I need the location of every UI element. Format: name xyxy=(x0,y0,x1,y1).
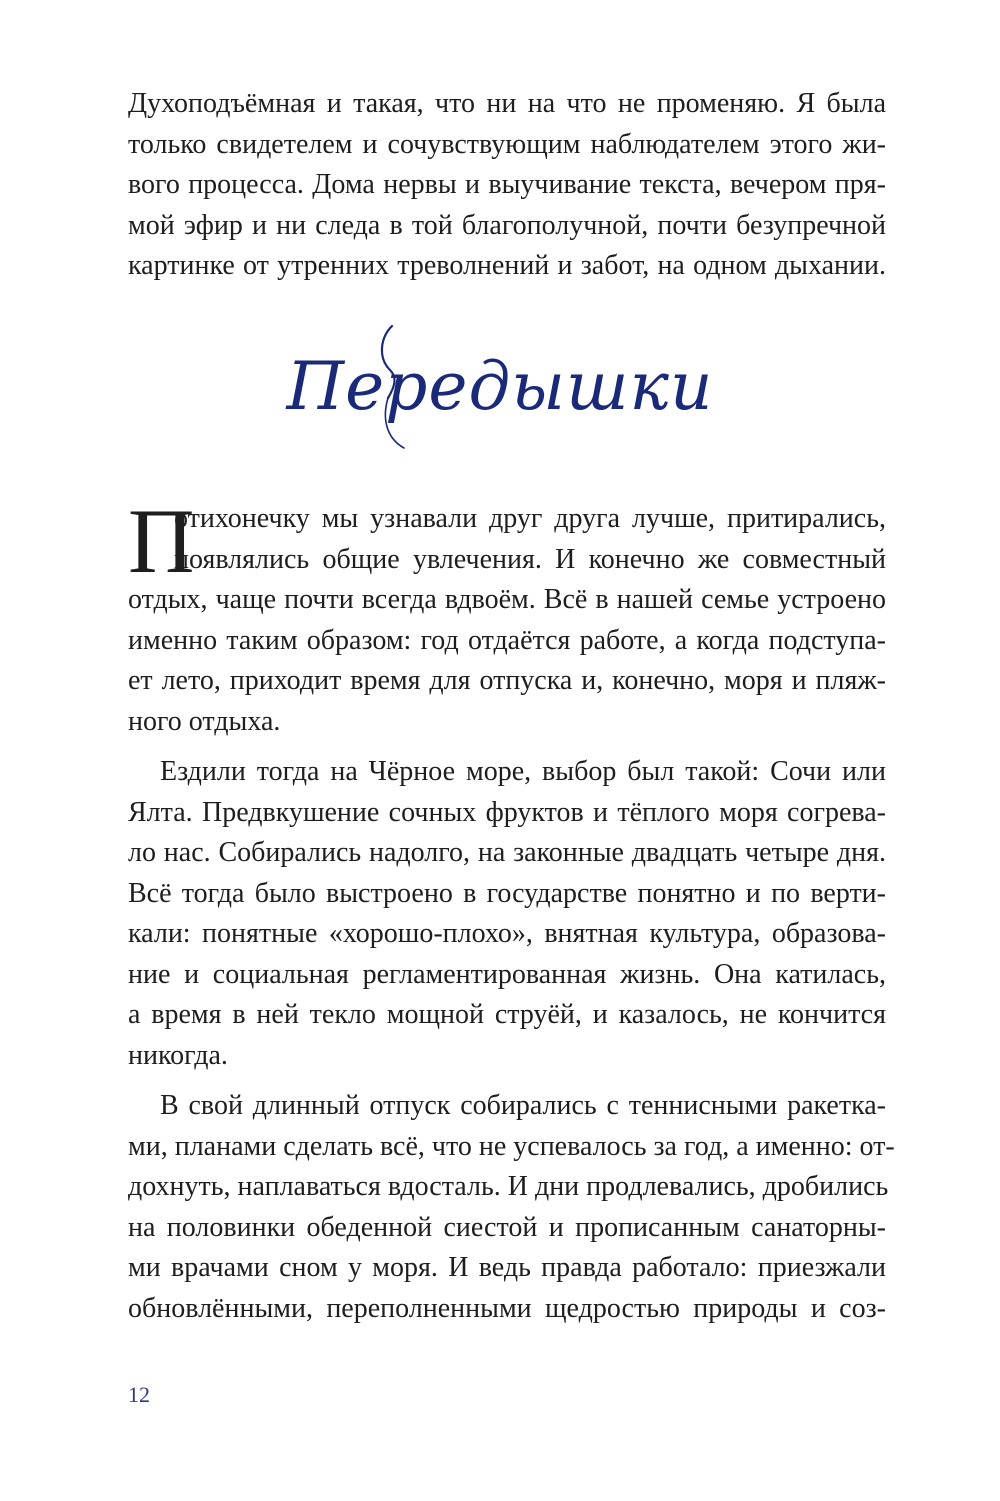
text-line: никогда. xyxy=(128,1039,228,1071)
page-number: 12 xyxy=(128,1382,150,1407)
text-line: картинке от утренних треволнений и забот, на одном дыхании. xyxy=(128,250,886,281)
text-line: мой эфир и ни следа в той благополучной, почти безупречной xyxy=(128,209,886,241)
drop-cap: П xyxy=(128,490,195,592)
section-heading xyxy=(0,348,1000,425)
text-line: Всё тогда было выстроено в государстве понятно и по верти- xyxy=(128,877,886,909)
text-line: ми, планами сделать всё, что не успевалось за год, а именно: от- xyxy=(128,1130,895,1162)
text-line: именно таким образом: год отдаётся работе, а когда подступа- xyxy=(128,624,886,656)
text-line: обновлёнными, переполненными щедростью природы и соз- xyxy=(128,1292,886,1324)
text-line: вого процесса. Дома нервы и выучивание текста, вечером пря- xyxy=(128,169,886,200)
text-line: на половинки обеденной сиестой и прописанным санаторны- xyxy=(128,1211,886,1243)
text-line: Духоподъёмная и такая, что ни на что не променяю. Я была xyxy=(128,88,886,119)
text-line: ет лето, приходит время для отпуска и, конечно, моря и пляж- xyxy=(128,665,886,696)
text-line: В свой длинный отпуск собирались с теннисными ракетка- xyxy=(160,1090,886,1121)
text-line: дохнуть, наплаваться вдосталь. И дни продлевались, дробились xyxy=(128,1171,889,1202)
text-line: Ялта. Предвкушение сочных фруктов и тёплого моря согрева- xyxy=(128,796,886,828)
text-line: Ездили тогда на Чёрное море, выбор был такой: Сочи или xyxy=(160,756,886,787)
text-line: ние и социальная регламентированная жизнь. Она катилась, xyxy=(128,958,886,990)
text-line: появлялись общие увлечения. И конечно же совместный xyxy=(174,543,886,575)
text-line: только свидетелем и сочувствующим наблюдателем этого жи- xyxy=(128,128,886,160)
text-line: отдых, чаще почти всегда вдвоём. Всё в нашей семье устроено xyxy=(128,584,886,615)
text-line: ло нас. Собирались надолго, на законные двадцать четыре дня. xyxy=(128,837,886,868)
section-body xyxy=(128,499,895,1329)
heading-flourish-icon xyxy=(368,318,428,468)
text-line: а время в ней текло мощной струёй, и казалось, не кончится xyxy=(128,999,886,1030)
section-title: Передышки xyxy=(286,348,714,425)
text-line: кали: понятные «хорошо-плохо», внятная культура, образова- xyxy=(128,918,886,949)
intro-paragraph xyxy=(128,84,886,287)
text-line: ми врачами сном у моря. И ведь правда работало: приезжали xyxy=(128,1252,886,1283)
text-line: отихонечку мы узнавали друг друга лучше, притирались, xyxy=(174,503,886,534)
text-line: ного отдыха. xyxy=(128,705,281,737)
